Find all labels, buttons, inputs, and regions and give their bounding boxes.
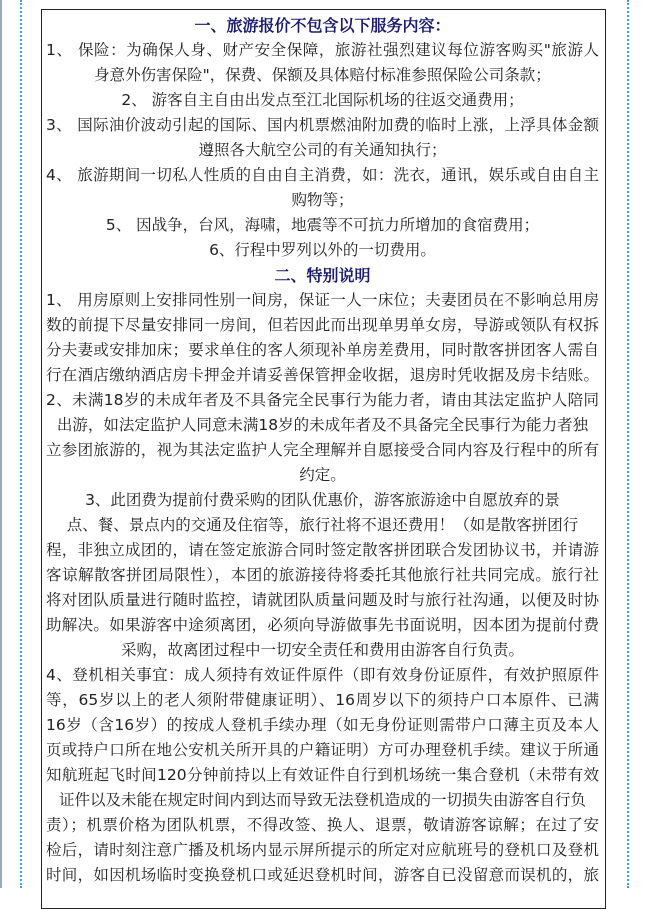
text-line: 客谅解散客拼团局限性），本团的旅游接待将委托其他旅行社共同完成。旅行社 <box>46 566 599 584</box>
text-line: 页或持户口所在地公安机关所开具的户籍证明）方可办理登机手续。建议于所通 <box>46 741 599 759</box>
text-line: 时间，如因机场临时变换登机口或延迟登机时间，游客自已没留意而误机的，旅 <box>46 866 599 884</box>
section1-title: 一、旅游报价不包含以下服务内容： <box>194 16 451 35</box>
terms-box <box>41 9 606 909</box>
text-line: 1、 保险：为确保人身、财产安全保障，旅游社强烈建议每位游客购买"旅游人 <box>46 41 599 59</box>
text-line: 1、 用房原则上安排同性别一间房，保证一人一床位；夫妻团员在不影响总用房 <box>46 291 599 309</box>
text-line: 等，65岁以上的老人须附带健康证明）、16周岁以下的须持户口本原件、已满 <box>46 691 599 709</box>
text-line: 证件以及未能在规定时间内到达而导致无法登机造成的一切损失由游客自行负 <box>58 791 586 809</box>
text-line: 4、 旅游期间一切私人性质的自由自主消费，如：洗衣，通讯，娱乐或自由自主 <box>46 166 599 184</box>
text-line: 助解决。如果游客中途须离团，必须向导游做事先书面说明，因本团为提前付费 <box>46 616 599 634</box>
text-line: 立参团旅游的，视为其法定监护人完全理解并自愿接受合同内容及行程中的所有 <box>46 441 599 459</box>
text-line: 身意外伤害保险"，保费、保额及具体赔付标准参照保险公司条款； <box>94 66 551 84</box>
text-line: 6、行程中罗列以外的一切费用。 <box>209 241 436 259</box>
section2-title: 二、特别说明 <box>274 266 371 285</box>
text-line: 分夫妻或安排加床；要求单住的客人须现补单房差费用，同时散客拼团客人需自 <box>46 341 599 359</box>
text-line: 购物等； <box>291 191 354 209</box>
text-line: 遵照各大航空公司的有关通知执行； <box>198 141 447 159</box>
text-line: 3、此团费为提前付费采购的团队优惠价，游客旅游途中自愿放弃的景 <box>85 491 560 509</box>
text-line: 2、未满18岁的未成年者及不具备完全民事行为能力者，请由其法定监护人陪同 <box>46 391 599 409</box>
text-line: 将对团队质量进行随时监控，请就团队质量问题及时与旅行社沟通，以便及时协 <box>46 591 599 609</box>
text-line: 出游，如法定监护人同意未满18岁的未成年者及不具备完全民事行为能力者独 <box>56 416 589 434</box>
text-line: 知航班起飞时间120分钟前持以上有效证件自行到机场统一集合登机（未带有效 <box>46 766 599 784</box>
text-line: 数的前提下尽量安排同一房间，但若因此而出现单男单女房，导游或领队有权拆 <box>46 316 599 334</box>
section2-list <box>46 288 599 888</box>
right-dotted-border <box>627 0 629 888</box>
text-line: 约定。 <box>299 466 346 484</box>
text-line: 16岁（含16岁）的按成人登机手续办理（如无身份证则需带户口薄主页及本人 <box>46 716 599 734</box>
left-dotted-border <box>20 0 22 888</box>
text-line: 3、 国际油价波动引起的国际、国内机票燃油附加费的临时上涨，上浮具体金额 <box>46 116 599 134</box>
text-line: 点、餐、景点内的交通及住宿等，旅行社将不退还费用！（如是散客拼团行 <box>66 516 579 534</box>
text-line: 责）；机票价格为团队机票，不得改签、换人、退票，敬请游客谅解；在过了安 <box>46 816 599 834</box>
text-line: 2、 游客自主自由出发点至江北国际机场的往返交通费用； <box>121 91 524 109</box>
left-edge <box>0 0 2 888</box>
text-line: 4、登机相关事宜：成人须持有效证件原件（即有效身份证原件，有效护照原件 <box>46 666 599 684</box>
text-line: 程，非独立成团的，请在签定旅游合同时签定散客拼团联合发团协议书，并请游 <box>46 541 599 559</box>
text-line: 行在酒店缴纳酒店房卡押金并请妥善保管押金收据，退房时凭收据及房卡结账。 <box>46 366 599 384</box>
text-line: 采购，故离团过程中一切安全责任和费用由游客自行负责。 <box>120 641 524 659</box>
section1-list <box>46 38 599 263</box>
text-line: 检后，请时刻注意广播及机场内显示屏所提示的所定对应航班号的登机口及登机 <box>46 841 599 859</box>
text-line: 5、 因战争，台风，海啸，地震等不可抗力所增加的食宿费用； <box>105 216 540 234</box>
